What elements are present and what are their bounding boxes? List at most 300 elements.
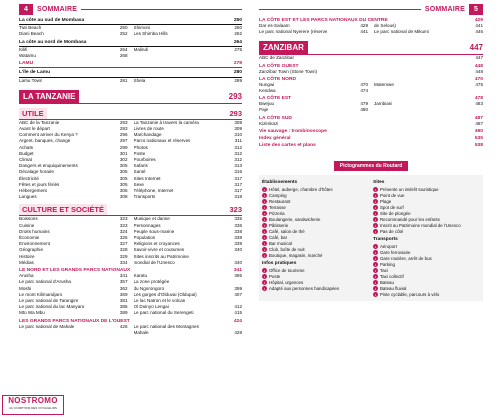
extra-page: 535	[474, 135, 483, 141]
entry-page: 428	[234, 329, 242, 335]
pictogram-icon: •	[263, 247, 266, 252]
picto-label: Boulangerie, sandwicherie	[269, 216, 321, 222]
entry-title: Malindi	[133, 46, 149, 52]
picto-label: Point de vue	[380, 192, 405, 198]
zanzibar-list	[259, 55, 483, 61]
entry-page: 475	[475, 81, 483, 87]
utile-label[interactable]: UTILE	[19, 108, 47, 119]
entry-page: 296	[119, 132, 128, 138]
entry-title: Lamu Town	[19, 77, 43, 83]
toc-entry[interactable]	[374, 82, 483, 88]
entry-title: Le parc national de Mikumi	[374, 29, 429, 35]
group-col-2	[134, 47, 243, 59]
entry-title: Transports	[133, 194, 156, 200]
logo-tagline: AU COMPTOIR DES VOYAGEURS	[9, 406, 57, 410]
toc-entry[interactable]	[134, 47, 243, 53]
picto-title-band	[259, 154, 483, 172]
toc-entry[interactable]	[19, 324, 128, 330]
group-entries	[19, 47, 242, 59]
group-col-2	[134, 25, 243, 37]
ouest-heading-page: 448	[474, 63, 483, 69]
toc-entry[interactable]	[259, 29, 368, 35]
group-title: L'île de Lamu	[19, 70, 51, 76]
pictogram-icon: •	[263, 229, 266, 234]
extra-title: Index général	[259, 135, 291, 141]
right-page-number: 5	[469, 4, 483, 15]
entry-page: 318	[234, 194, 242, 200]
zanzibar-band-label[interactable]: ZANZIBAR	[259, 41, 308, 54]
entry-page: 250	[119, 25, 128, 31]
sud-heading-label: LA CÔTE SUD	[259, 115, 292, 121]
centre-heading-label: LA CÔTE EST ET LES PARCS NATIONAUX DU CENTRE	[259, 18, 388, 23]
extra-title: Liste des cartes et plans	[259, 142, 316, 148]
entry-page: 264	[119, 46, 128, 52]
entry-title: Pourboires	[133, 157, 156, 163]
entry-title: Ol Doinyo Lengai	[133, 304, 169, 310]
zanzibar-band	[259, 41, 483, 55]
picto-label: Pizzeria	[269, 210, 285, 216]
extra-entry[interactable]	[259, 136, 483, 141]
entry-title: Parcs nationaux et réserves	[133, 138, 191, 144]
toc-entry[interactable]	[374, 101, 483, 107]
toc-entry[interactable]	[19, 310, 128, 316]
entry-title: Nungwi	[259, 81, 275, 87]
entry-title: Histoire	[19, 253, 35, 259]
picto-label: Présente un intérêt touristique	[380, 186, 439, 192]
entry-title: Le parc national d'Arusha	[19, 279, 71, 285]
picto-title: Pictogrammes du Routard	[334, 161, 409, 171]
entry-page: 275	[234, 46, 242, 52]
est-heading-page: 478	[474, 96, 483, 102]
entry-title: Fêtes et jours fériés	[19, 181, 60, 187]
entry-title: Géographie	[19, 247, 44, 253]
entry-page: 329	[119, 253, 128, 259]
est-col-2	[374, 101, 483, 113]
west-heading-label: LES GRANDS PARCS NATIONAUX DE L'OUEST	[19, 318, 130, 324]
entry-title: La zone protégée	[133, 279, 170, 285]
group-page: 280	[233, 70, 242, 76]
picto-label: Gare ferroviaire	[380, 249, 411, 255]
group-col-1	[19, 25, 128, 37]
entry-title: Mahale	[133, 329, 149, 335]
pictogram-icon: •	[374, 250, 377, 255]
entry-page: 357	[119, 279, 128, 285]
entry-title: Photos	[133, 144, 148, 150]
utile-list	[19, 120, 242, 201]
entry-page: 293	[119, 126, 128, 132]
entry-title: Arusha	[19, 273, 34, 279]
right-header	[259, 2, 483, 16]
parks-col-2	[134, 273, 243, 316]
entry-title: Dar es-Salaam	[259, 23, 290, 28]
est-col-1	[259, 101, 368, 113]
entry-page: 324	[119, 228, 128, 234]
nord-col-2	[374, 82, 483, 94]
picto-label: Bateau fluvial	[380, 285, 407, 291]
entry-page: 301	[119, 150, 128, 156]
sud-heading-page: 487	[474, 115, 483, 121]
entry-page: 302	[119, 157, 128, 163]
entry-title: Médias	[19, 259, 34, 265]
picto-label: Bar musical	[269, 240, 292, 246]
picto-label: Adapté aux personnes handicapées	[269, 285, 340, 291]
entry-page: 289	[234, 77, 242, 83]
group-title: LAMU	[19, 61, 34, 67]
parks-list	[19, 273, 242, 316]
picto-label: Pâtisserie	[269, 222, 289, 228]
entry-page: 426	[119, 323, 128, 329]
group-page: 250	[233, 18, 242, 23]
pictogram-icon: •	[263, 280, 266, 285]
culture-heading	[19, 204, 242, 216]
entry-title: Cuisine	[19, 222, 35, 228]
pictogram-icon: •	[374, 199, 377, 204]
group-col-2	[134, 78, 243, 84]
extra-entry[interactable]	[259, 143, 483, 148]
entry-title: Téléphone, Internet	[133, 188, 174, 194]
picto-label: Bateau	[380, 279, 394, 285]
entry-title: Le parc national de Mahale	[19, 323, 75, 329]
toc-entry[interactable]	[259, 121, 483, 127]
picto-category: Établissements	[262, 179, 298, 185]
entry-title: Économie	[19, 235, 40, 241]
picto-label: Parking	[380, 261, 395, 267]
entry-title: Argent, banques, change	[19, 138, 71, 144]
entry-title: Musique et danse	[133, 216, 170, 222]
entry-title: du Ngorongoro	[133, 285, 165, 291]
pictogram-icon: •	[263, 217, 266, 222]
pictogram-icon: •	[374, 280, 377, 285]
entry-page: 336	[234, 222, 242, 228]
entry-page: 470	[360, 81, 368, 87]
right-page	[250, 0, 500, 417]
entry-page: 268	[119, 53, 128, 59]
tanzania-band-label[interactable]: LA TANZANIE	[19, 90, 79, 103]
picto-label: Plage	[380, 198, 392, 204]
group-title: La côte au sud de Mombasa	[19, 18, 85, 23]
entry-title: Mto Wa Mbu	[19, 310, 45, 316]
entry-page: 385	[119, 304, 128, 310]
entry-page: 305	[119, 163, 128, 169]
picto-label: Taxi	[380, 267, 388, 273]
pictogram-icon: •	[263, 223, 266, 228]
entry-title: Le parc national du Serengeti	[133, 310, 194, 316]
entry-page: 412	[234, 304, 242, 310]
toc-group-heading[interactable]	[19, 61, 242, 68]
entry-title: Décalage horaire	[19, 169, 54, 175]
culture-col-1	[19, 216, 128, 266]
entry-title: Tiwi Beach	[19, 25, 42, 31]
picto-label: Recommandé pour les enfants	[380, 216, 440, 222]
entry-title: Jambiani	[374, 101, 393, 107]
entry-page: 334	[119, 259, 128, 265]
entry-page: 362	[119, 285, 128, 291]
entry-title: Comment arriver du Kenya ?	[19, 132, 78, 138]
entry-title: Marchandage	[133, 132, 162, 138]
west-col-2	[134, 324, 243, 336]
toc-entry[interactable]	[374, 29, 483, 35]
picto-item	[262, 253, 369, 259]
centre-col-2	[374, 23, 483, 35]
pictogram-icon: •	[374, 274, 377, 279]
pictogram-icon: •	[374, 211, 377, 216]
entry-page: 327	[119, 241, 128, 247]
toc-entry[interactable]	[134, 260, 243, 266]
pictogram-icon: •	[374, 229, 377, 234]
pictogram-icon: •	[374, 193, 377, 198]
entry-title: Paje	[259, 107, 269, 113]
entry-title: Le lac Natron et le volcan	[133, 297, 186, 303]
entry-page: 313	[234, 163, 242, 169]
entry-page: 407	[234, 291, 242, 297]
picto-label: Gare routière, arrêt de bus	[380, 255, 432, 261]
pictogram-icon: •	[263, 268, 266, 273]
toc-entry[interactable]	[19, 31, 128, 37]
toc-entry[interactable]	[134, 310, 243, 316]
entry-title: Personnages	[133, 222, 161, 228]
pictogram-icon: •	[263, 187, 266, 192]
entry-page: 323	[119, 216, 128, 222]
picto-label: Café, bar	[269, 234, 288, 240]
pictogram-icon: •	[374, 286, 377, 291]
picto-label: Terrasse	[269, 204, 286, 210]
picto-category: Infos pratiques	[262, 260, 297, 266]
entry-page: 305	[119, 181, 128, 187]
extra-title: Vie sauvage : trombinoscope	[259, 128, 327, 134]
picto-label: Pas de côté	[380, 228, 404, 234]
toc-entry[interactable]	[19, 194, 128, 200]
group-page: 278	[233, 61, 242, 67]
centre-col-1	[259, 23, 368, 35]
picto-label: Restaurant	[269, 198, 291, 204]
entry-title: mondial de l'Unesco	[133, 259, 175, 265]
sud-list	[259, 121, 483, 127]
west-col-1	[19, 324, 128, 336]
picto-category: Transports	[373, 236, 398, 242]
entry-page: 323	[119, 222, 128, 228]
parks-col-1	[19, 273, 128, 316]
entry-page: 340	[234, 259, 242, 265]
entry-page: 479	[360, 101, 368, 107]
pictogram-icon: •	[263, 193, 266, 198]
picto-label: Boutique, magasin, marché	[269, 252, 323, 258]
culture-list	[19, 216, 242, 266]
entry-title: Matemwe	[374, 81, 394, 87]
centre-heading-page: 429	[474, 18, 483, 23]
group-entries	[19, 25, 242, 37]
ouest-list	[259, 69, 483, 75]
pictogram-icon: •	[374, 268, 377, 273]
entry-title: Moshi	[19, 285, 32, 291]
entry-page: 487	[475, 120, 483, 126]
toc-entry[interactable]	[19, 78, 128, 84]
toc-entry[interactable]	[259, 69, 483, 75]
entry-title: Kendwa	[259, 88, 276, 94]
pictogram-icon: •	[374, 205, 377, 210]
toc-entry[interactable]	[134, 194, 243, 200]
toc-group-heading[interactable]	[19, 40, 242, 47]
group-entries	[19, 78, 242, 84]
entry-page: 299	[119, 144, 128, 150]
entry-title: Diani Beach	[19, 31, 44, 37]
extra-page: 538	[474, 142, 483, 148]
pictogram-icon: •	[374, 217, 377, 222]
entry-page: 480	[360, 107, 368, 113]
left-section-title: SOMMAIRE	[37, 5, 78, 13]
pictogram-icon: •	[263, 199, 266, 204]
pictogram-icon: •	[263, 235, 266, 240]
toc-group-heading[interactable]	[19, 70, 242, 77]
picto-item	[262, 286, 369, 292]
culture-label[interactable]: CULTURE ET SOCIÉTÉ	[19, 204, 107, 215]
entry-page: 474	[360, 88, 368, 94]
entry-page: 309	[234, 126, 242, 132]
entry-page: 306	[119, 188, 128, 194]
logo-name: NOSTROMO	[8, 396, 58, 405]
entry-title: Livres de route	[133, 126, 164, 132]
pictogram-icon: •	[374, 292, 377, 297]
group-col-1	[19, 78, 128, 84]
entry-page: 381	[119, 297, 128, 303]
entry-page: 293	[119, 119, 128, 125]
toc-entry[interactable]	[259, 55, 483, 61]
entry-title: Budget	[19, 150, 34, 156]
toc-entry[interactable]	[259, 88, 368, 94]
entry-page: 316	[234, 169, 242, 175]
est-heading-label: LA CÔTE EST	[259, 96, 292, 102]
entry-title: Religions et croyances	[133, 241, 180, 247]
est-list	[259, 101, 483, 113]
nord-heading-page: 470	[474, 76, 483, 82]
picto-label: Club, boîte de nuit	[269, 246, 305, 252]
entry-page: 260	[234, 25, 242, 31]
entry-page: 328	[119, 247, 128, 253]
entry-page: 441	[360, 29, 368, 35]
utile-col-1	[19, 120, 128, 201]
entry-title: Shimoni	[133, 25, 151, 31]
picto-label: Office de tourisme	[269, 267, 305, 273]
entry-title: Langues	[19, 194, 37, 200]
picto-col-2	[373, 178, 480, 298]
entry-page: 395	[234, 273, 242, 279]
culture-col-2	[134, 216, 243, 266]
entry-page: 312	[234, 150, 242, 156]
toc-entry[interactable]	[134, 330, 243, 336]
pictogram-icon: •	[374, 223, 377, 228]
entry-page: 341	[119, 273, 128, 279]
pictogram-icon: •	[263, 286, 266, 291]
pictogram-icon: •	[263, 253, 266, 258]
header-rule	[81, 9, 242, 10]
entry-title: Achats	[19, 144, 34, 150]
tanzania-band	[19, 90, 242, 104]
entry-title: Shela	[133, 77, 146, 83]
picto-label: Aéroport	[380, 243, 397, 249]
entry-title: Sites inscrits au Patrimoine	[133, 253, 189, 259]
picto-category: Sites	[373, 179, 385, 185]
picto-label: Poste	[269, 273, 281, 279]
toc-entry[interactable]	[134, 78, 243, 84]
entry-title: Sites Internet	[133, 175, 161, 181]
picto-label: Piste cyclable, parcours à vélo	[380, 291, 440, 297]
toc-entry[interactable]	[259, 107, 368, 113]
toc-entry[interactable]	[134, 31, 243, 37]
entry-page: 305	[119, 175, 128, 181]
entry-page: 312	[234, 157, 242, 163]
picto-label: Inscrit au Patrimoine mondial de l'Unesco	[380, 222, 461, 228]
entry-title: Population	[133, 235, 156, 241]
entry-title: Le parc national du lac Manyara	[19, 304, 85, 310]
entry-page: 317	[234, 175, 242, 181]
left-page-number: 4	[19, 4, 33, 15]
entry-title: Électricité	[19, 175, 39, 181]
picto-label: Spot de surf	[380, 204, 404, 210]
entry-page: 447	[475, 55, 483, 61]
extra-entry[interactable]	[259, 129, 483, 134]
ouest-heading-label: LA CÔTE OUEST	[259, 63, 299, 69]
entry-page: 340	[234, 247, 242, 253]
toc-group-heading[interactable]	[19, 18, 242, 25]
entry-page: 399	[234, 285, 242, 291]
entry-page: 317	[234, 188, 242, 194]
entry-title: Zanzibar Town (Stone Town)	[259, 68, 318, 74]
pictogram-icon: •	[263, 205, 266, 210]
entry-title: Savoir-vivre et coutumes	[133, 247, 185, 253]
entry-title: Hébergement	[19, 188, 47, 194]
nord-heading-label: LA CÔTE NORD	[259, 76, 297, 82]
nord-col-1	[259, 82, 368, 94]
west-list	[19, 324, 242, 336]
entry-title: ABC de Zanzibar	[259, 55, 294, 61]
group-page: 264	[233, 39, 242, 45]
entry-title: Le parc national des Montagnes	[133, 323, 199, 329]
toc-entry[interactable]	[19, 53, 128, 59]
west-heading-page: 424	[233, 318, 242, 324]
entry-page: 312	[234, 144, 242, 150]
entry-title: Poste	[133, 150, 146, 156]
right-section-title: SOMMAIRE	[424, 5, 465, 13]
entry-title: ABC de la Tanzanie	[19, 119, 60, 125]
entry-page: 338	[234, 228, 242, 234]
zanzibar-band-page: 447	[469, 43, 483, 53]
entry-title: Kizimkazi	[259, 120, 279, 126]
group-col-1	[19, 47, 128, 59]
entry-page: 310	[234, 132, 242, 138]
pictogram-icon: •	[263, 211, 266, 216]
picto-label: Camping	[269, 192, 287, 198]
entry-title: Les Shimba Hills	[133, 31, 168, 37]
entry-title: Karatu	[133, 273, 148, 279]
left-header	[19, 2, 242, 16]
toc-entry[interactable]	[19, 260, 128, 266]
entry-title: Le mont Kilimandjaro	[19, 291, 63, 297]
entry-page: 483	[475, 101, 483, 107]
entry-page: 335	[234, 216, 242, 222]
picto-label: Hôpital, urgences	[269, 279, 304, 285]
nord-list	[259, 82, 483, 94]
entry-title: Avant le départ	[19, 126, 50, 132]
pictogram-icon: •	[374, 187, 377, 192]
picto-label: Site de plongée	[380, 210, 411, 216]
entry-title: de Selous)	[374, 23, 396, 28]
pictogram-icon: •	[263, 241, 266, 246]
entry-page: 308	[119, 194, 128, 200]
entry-page: 339	[234, 241, 242, 247]
picto-label: Hôtel, auberge, chambre d'hôtes	[269, 186, 333, 192]
centre-list	[259, 23, 483, 35]
entry-title: Kilifi	[19, 46, 28, 52]
entry-page: 252	[119, 31, 128, 37]
